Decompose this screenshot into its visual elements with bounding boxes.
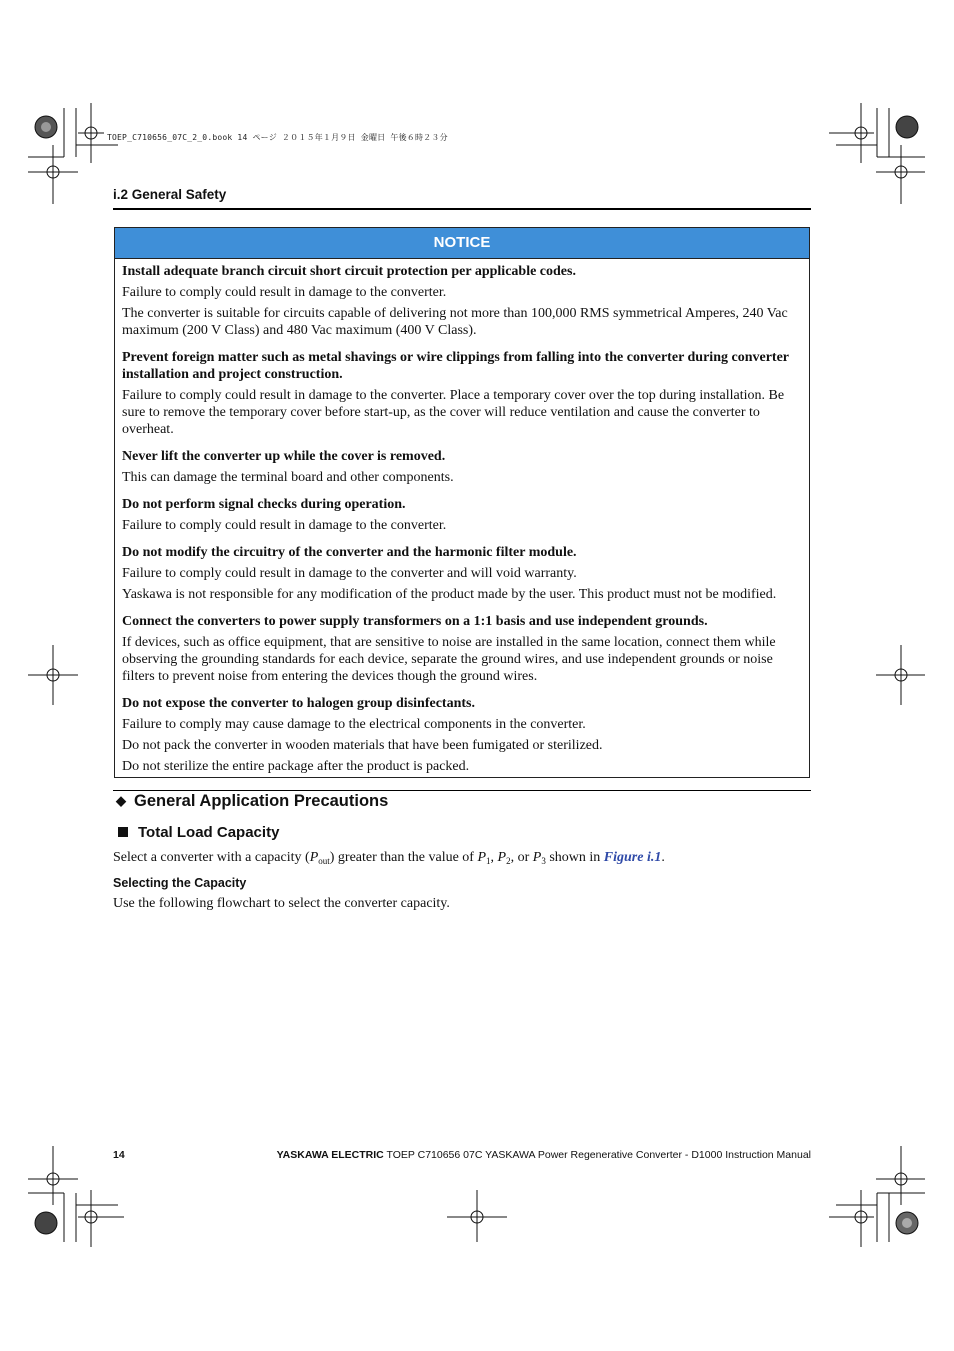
application-title — [116, 792, 388, 811]
notice-bold: Prevent foreign matter such as metal shavings or wire clippings from falling into the converter during converter installation and project construction. — [122, 350, 789, 382]
notice-line: The converter is suitable for circuits capable of delivering not more than 100,000 RMS symmetrical Amperes, 240 Vac maximum (200 V Class) and 480 Vac maximum (400 V Class). — [122, 306, 788, 338]
footer-text — [277, 1149, 811, 1161]
notice-line: Yaskawa is not responsible for any modification of the product made by the user. This product must not be modified. — [122, 587, 777, 602]
notice-body — [115, 259, 809, 775]
notice-group — [122, 544, 802, 603]
section-title: i.2 General Safety — [113, 187, 227, 202]
page-number: 14 — [113, 1149, 125, 1161]
total-load-title-text: Total Load Capacity — [138, 824, 280, 841]
notice-bold: Do not expose the converter to halogen group disinfectants. — [122, 696, 475, 711]
text-run: , or — [510, 850, 533, 865]
notice-group — [122, 496, 802, 534]
footer-brand: YASKAWA ELECTRIC — [276, 1149, 384, 1161]
text-run: ) greater than the value of — [329, 850, 478, 865]
notice-line: This can damage the terminal board and other components. — [122, 470, 454, 485]
footer-doc: TOEP C710656 07C YASKAWA Power Regenerative Converter - D1000 Instruction Manual — [383, 1149, 811, 1161]
selecting-capacity-title: Selecting the Capacity — [113, 876, 247, 890]
notice-group — [122, 349, 802, 438]
notice-heading: NOTICE — [115, 228, 809, 259]
capacity-paragraph — [113, 850, 665, 866]
notice-group — [122, 695, 802, 775]
diamond-bullet-icon: ◆ — [116, 793, 126, 808]
total-load-title — [118, 824, 279, 841]
notice-line: If devices, such as office equipment, that are sensitive to noise are installed in the same location, connect them while observing the grounding standards for each device, separate the ground wires, and use independent grounds or noise filters to prevent noise from entering the devices though the ground wires. — [122, 635, 776, 684]
notice-line: Failure to comply could result in damage to the converter. Place a temporary cover over the top during installation. Be sure to remove the temporary cover before start-up, as the cover will reduce ventilation and cause the converter to overheat. — [122, 388, 785, 437]
text-run: shown in — [545, 850, 604, 865]
print-header: TOEP_C710656_07C_2_0.book 14 ページ ２０１５年１月９日 金曜日 午後６時２３分 — [107, 133, 448, 142]
symbol-p: P — [309, 850, 319, 865]
subscript-2: 2 — [506, 856, 511, 866]
notice-bold: Install adequate branch circuit short circuit protection per applicable codes. — [122, 264, 576, 279]
notice-group — [122, 263, 802, 339]
subscript-out: out — [318, 856, 330, 866]
notice-group — [122, 448, 802, 486]
notice-line: Failure to comply could result in damage to the converter and will void warranty. — [122, 566, 577, 581]
flowchart-paragraph: Use the following flowchart to select the converter capacity. — [113, 896, 450, 911]
notice-bold: Connect the converters to power supply transformers on a 1:1 basis and use independent grounds. — [122, 614, 708, 629]
application-title-text: General Application Precautions — [134, 792, 389, 810]
figure-link[interactable]: Figure i.1 — [603, 850, 662, 865]
notice-group — [122, 613, 802, 685]
subscript-1: 1 — [486, 856, 491, 866]
notice-line: Failure to comply may cause damage to the electrical components in the converter. — [122, 717, 586, 732]
notice-bold: Never lift the converter up while the cover is removed. — [122, 449, 446, 464]
application-rule — [113, 790, 811, 791]
notice-bold: Do not perform signal checks during operation. — [122, 497, 406, 512]
notice-bold: Do not modify the circuitry of the converter and the harmonic filter module. — [122, 545, 577, 560]
notice-line: Do not sterilize the entire package after the product is packed. — [122, 759, 470, 774]
subscript-3: 3 — [541, 856, 546, 866]
symbol-p2: P — [497, 850, 507, 865]
symbol-p3: P — [532, 850, 542, 865]
square-bullet-icon — [118, 827, 128, 837]
notice-line: Do not pack the converter in wooden materials that have been fumigated or sterilized. — [122, 738, 603, 753]
symbol-p1: P — [477, 850, 487, 865]
notice-line: Failure to comply could result in damage to the converter. — [122, 518, 447, 533]
text-run: . — [661, 850, 665, 865]
notice-line: Failure to comply could result in damage to the converter. — [122, 285, 447, 300]
text-run: Select a converter with a capacity ( — [113, 850, 310, 865]
section-rule — [113, 208, 811, 210]
notice-box — [114, 227, 810, 778]
text-run: , — [490, 850, 498, 865]
